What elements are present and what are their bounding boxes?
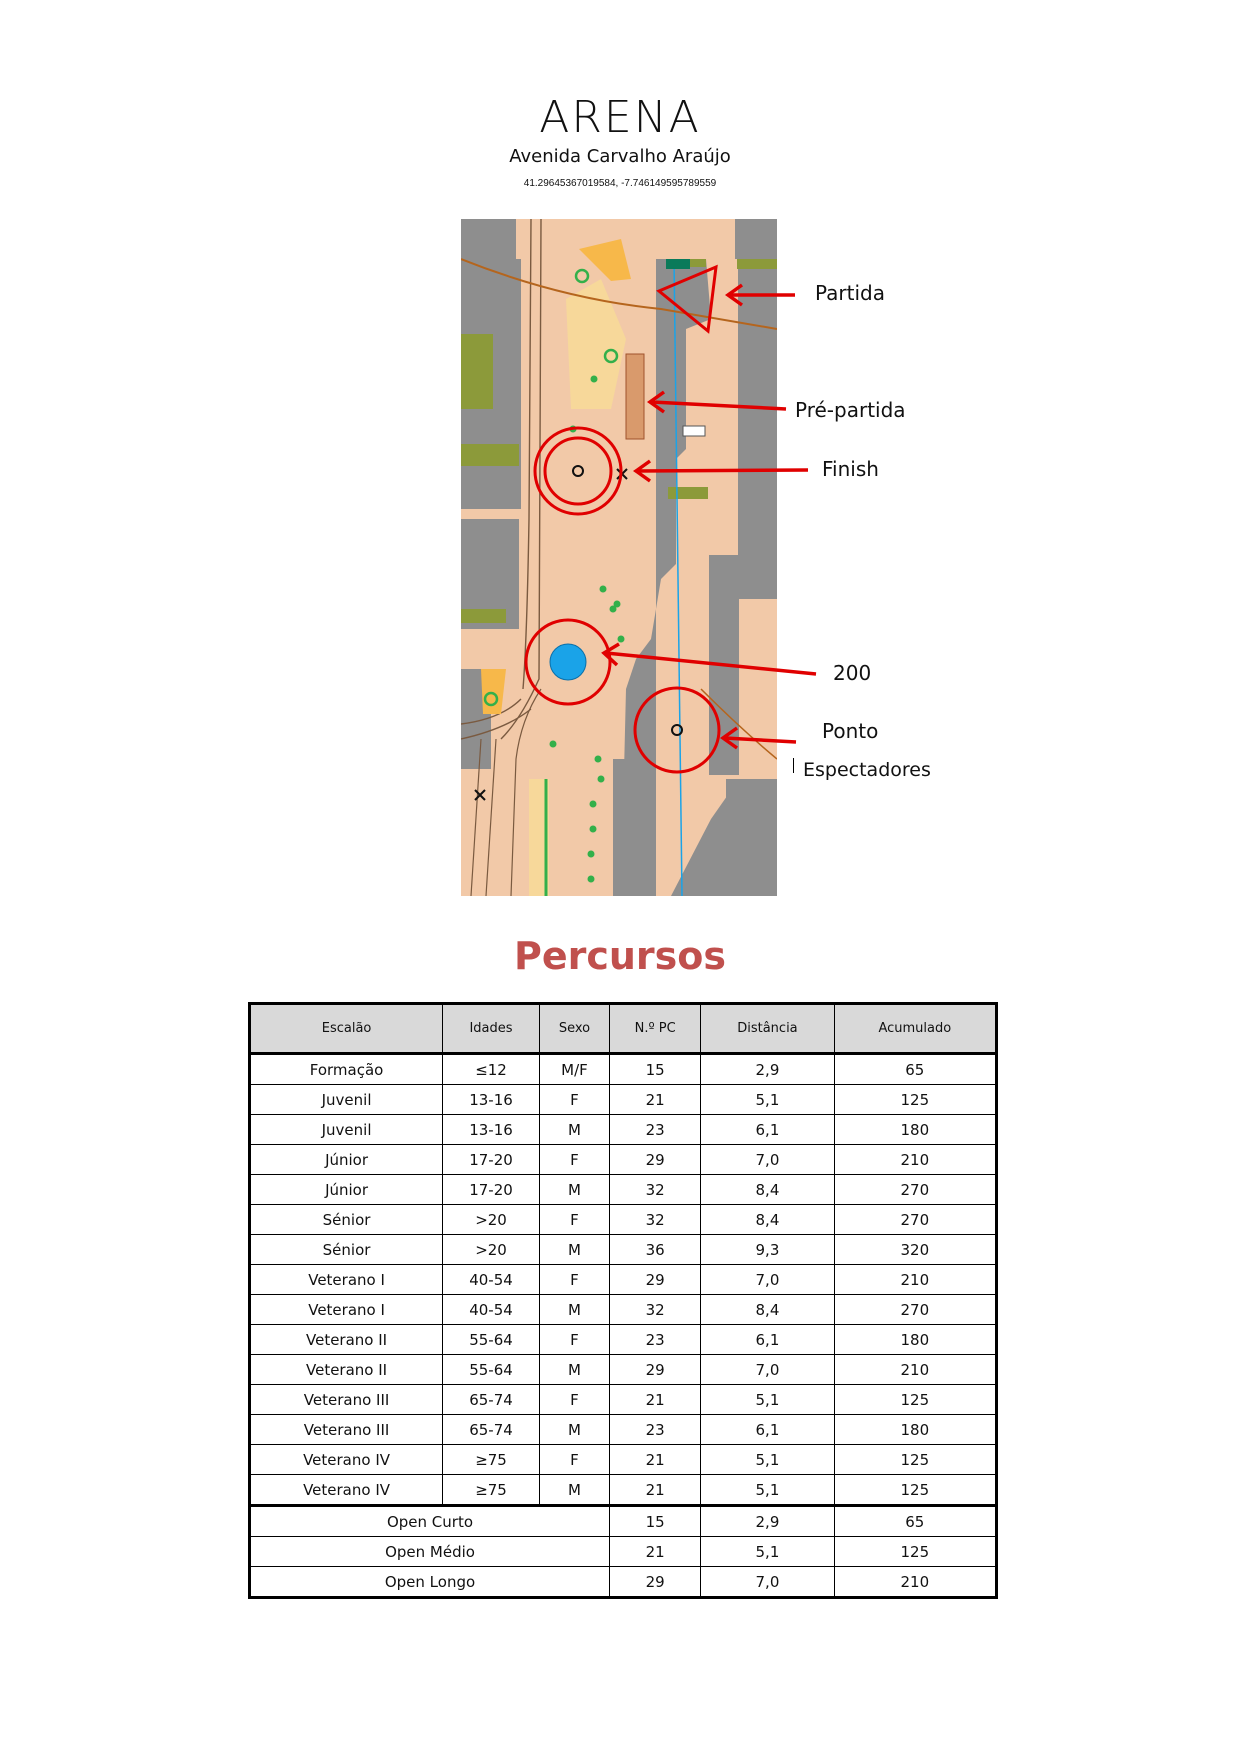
table-cell: Veterano II	[250, 1325, 443, 1355]
table-cell: 2,9	[701, 1054, 834, 1085]
table-cell: M	[539, 1475, 609, 1506]
label-start: Partida	[815, 281, 885, 305]
table-row	[250, 1475, 997, 1506]
table-cell: 29	[610, 1355, 701, 1385]
page-title: ARENA	[539, 92, 701, 143]
table-cell: 65-74	[443, 1415, 540, 1445]
table-cell: 125	[834, 1385, 996, 1415]
table-cell: 13-16	[443, 1115, 540, 1145]
table-cell: 5,1	[701, 1445, 834, 1475]
courses-table	[248, 1002, 998, 1599]
table-cell: 9,3	[701, 1235, 834, 1265]
table-cell: 210	[834, 1355, 996, 1385]
table-cell: 21	[610, 1085, 701, 1115]
table-cell: Veterano I	[250, 1295, 443, 1325]
table-cell: Juvenil	[250, 1085, 443, 1115]
table-cell: ≥75	[443, 1445, 540, 1475]
table-cell: 40-54	[443, 1295, 540, 1325]
table-cell: 36	[610, 1235, 701, 1265]
table-cell: 180	[834, 1325, 996, 1355]
table-cell: 210	[834, 1145, 996, 1175]
table-cell: F	[539, 1265, 609, 1295]
table-cell: 125	[834, 1537, 996, 1567]
table-row	[250, 1115, 997, 1145]
table-cell: 55-64	[443, 1355, 540, 1385]
table-row	[250, 1325, 997, 1355]
table-row	[250, 1355, 997, 1385]
table-cell: Open Médio	[250, 1537, 610, 1567]
table-cell: M	[539, 1355, 609, 1385]
table-cell: ≥75	[443, 1475, 540, 1506]
table-cell: 21	[610, 1475, 701, 1506]
col-header: Sexo	[539, 1004, 609, 1054]
table-row	[250, 1265, 997, 1295]
table-row	[250, 1205, 997, 1235]
table-cell: 210	[834, 1265, 996, 1295]
table-cell: Sénior	[250, 1235, 443, 1265]
table-cell: 6,1	[701, 1115, 834, 1145]
table-cell: Sénior	[250, 1205, 443, 1235]
table-cell: 15	[610, 1054, 701, 1085]
table-cell: 55-64	[443, 1325, 540, 1355]
table-cell: 6,1	[701, 1415, 834, 1445]
table-cell: Júnior	[250, 1175, 443, 1205]
table-cell: Veterano III	[250, 1415, 443, 1445]
table-cell: 7,0	[701, 1567, 834, 1598]
table-cell: 32	[610, 1295, 701, 1325]
open-table-row	[250, 1537, 997, 1567]
table-row	[250, 1145, 997, 1175]
table-cell: M	[539, 1295, 609, 1325]
table-cell: M/F	[539, 1054, 609, 1085]
table-cell: Formação	[250, 1054, 443, 1085]
table-cell: 40-54	[443, 1265, 540, 1295]
table-cell: 180	[834, 1415, 996, 1445]
table-cell: M	[539, 1115, 609, 1145]
table-cell: 65	[834, 1054, 996, 1085]
label-finish: Finish	[822, 457, 879, 481]
table-cell: 8,4	[701, 1295, 834, 1325]
table-cell: 125	[834, 1475, 996, 1506]
table-cell: 7,0	[701, 1145, 834, 1175]
table-cell: 270	[834, 1175, 996, 1205]
table-cell: 6,1	[701, 1325, 834, 1355]
table-cell: 21	[610, 1537, 701, 1567]
table-row	[250, 1295, 997, 1325]
table-cell: 21	[610, 1385, 701, 1415]
table-cell: >20	[443, 1235, 540, 1265]
table-cell: 21	[610, 1445, 701, 1475]
table-cell: F	[539, 1085, 609, 1115]
table-cell: 5,1	[701, 1475, 834, 1506]
table-row	[250, 1445, 997, 1475]
table-cell: 270	[834, 1205, 996, 1235]
table-header-row	[250, 1004, 997, 1054]
table-row	[250, 1235, 997, 1265]
table-cell: 23	[610, 1415, 701, 1445]
table-cell: 65	[834, 1506, 996, 1537]
venue-address: Avenida Carvalho Araújo	[509, 146, 731, 167]
table-cell: M	[539, 1235, 609, 1265]
table-cell: 180	[834, 1115, 996, 1145]
col-header: Idades	[443, 1004, 540, 1054]
table-cell: Veterano I	[250, 1265, 443, 1295]
label-prestart: Pré-partida	[795, 398, 906, 422]
table-cell: Júnior	[250, 1145, 443, 1175]
table-row	[250, 1415, 997, 1445]
gps-coordinates: 41.29645367019584, -7.746149595789559	[523, 178, 717, 189]
table-cell: F	[539, 1205, 609, 1235]
table-cell: 7,0	[701, 1355, 834, 1385]
open-table-row	[250, 1506, 997, 1537]
open-table-row	[250, 1567, 997, 1598]
table-cell: 125	[834, 1445, 996, 1475]
table-row	[250, 1085, 997, 1115]
table-cell: ≤12	[443, 1054, 540, 1085]
table-cell: 270	[834, 1295, 996, 1325]
table-cell: 32	[610, 1175, 701, 1205]
table-cell: F	[539, 1445, 609, 1475]
table-cell: F	[539, 1385, 609, 1415]
table-row	[250, 1054, 997, 1085]
label-200m: 200	[833, 661, 872, 685]
table-cell: Veterano IV	[250, 1445, 443, 1475]
table-cell: 29	[610, 1567, 701, 1598]
table-cell: Open Longo	[250, 1567, 610, 1598]
table-cell: F	[539, 1145, 609, 1175]
courses-title: Percursos	[513, 934, 727, 978]
table-cell: Veterano III	[250, 1385, 443, 1415]
table-cell: 8,4	[701, 1205, 834, 1235]
table-cell: 2,9	[701, 1506, 834, 1537]
table-cell: 125	[834, 1085, 996, 1115]
table-cell: M	[539, 1175, 609, 1205]
table-cell: 23	[610, 1325, 701, 1355]
col-header: N.º PC	[610, 1004, 701, 1054]
table-cell: 210	[834, 1567, 996, 1598]
table-cell: Veterano IV	[250, 1475, 443, 1506]
col-header: Escalão	[250, 1004, 443, 1054]
table-cell: 5,1	[701, 1085, 834, 1115]
table-cell: Juvenil	[250, 1115, 443, 1145]
table-cell: 32	[610, 1205, 701, 1235]
table-cell: 23	[610, 1115, 701, 1145]
table-cell: 5,1	[701, 1385, 834, 1415]
table-cell: 13-16	[443, 1085, 540, 1115]
table-cell: 7,0	[701, 1265, 834, 1295]
table-cell: 65-74	[443, 1385, 540, 1415]
table-cell: M	[539, 1415, 609, 1445]
table-cell: 17-20	[443, 1145, 540, 1175]
table-row	[250, 1175, 997, 1205]
col-header: Distância	[701, 1004, 834, 1054]
table-cell: 15	[610, 1506, 701, 1537]
table-cell: 29	[610, 1265, 701, 1295]
table-cell: Open Curto	[250, 1506, 610, 1537]
text-cursor	[793, 758, 794, 773]
table-row	[250, 1385, 997, 1415]
table-cell: 5,1	[701, 1537, 834, 1567]
table-cell: 8,4	[701, 1175, 834, 1205]
table-cell: 17-20	[443, 1175, 540, 1205]
label-spectator-point: Ponto	[822, 719, 879, 743]
label-spectators: Espectadores	[803, 759, 931, 781]
table-cell: Veterano II	[250, 1355, 443, 1385]
table-cell: >20	[443, 1205, 540, 1235]
table-cell: 320	[834, 1235, 996, 1265]
table-cell: F	[539, 1325, 609, 1355]
col-header: Acumulado	[834, 1004, 996, 1054]
table-cell: 29	[610, 1145, 701, 1175]
